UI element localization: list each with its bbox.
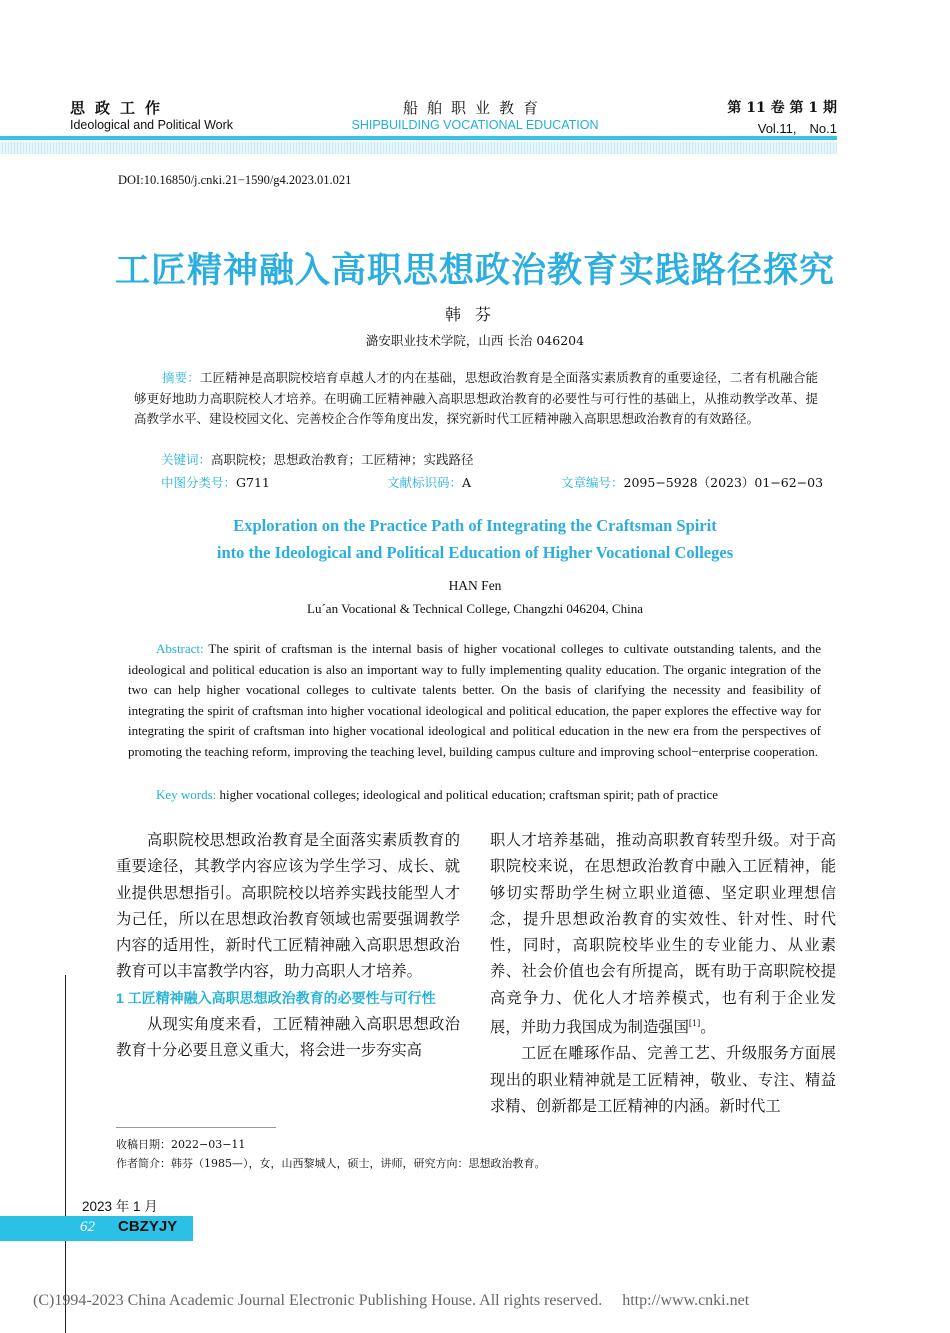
citation: [1] xyxy=(688,1019,701,1029)
keywords-cn-text: 高职院校；思想政治教育；工匠精神；实践路径 xyxy=(211,452,474,467)
journal-section-cn: 思政工作 xyxy=(70,99,171,117)
body-right-column xyxy=(490,827,836,1119)
abstract-cn xyxy=(134,368,818,430)
volume-issue-en: Vol.11, No.1 xyxy=(757,121,837,136)
keywords-cn xyxy=(161,450,474,468)
abstract-cn-label: 摘要： xyxy=(162,371,200,385)
affiliation-cn: 潞安职业技术学院，山西 长治 046204 xyxy=(365,333,585,348)
article-no-value: 2095−5928（2023）01−62−03 xyxy=(623,475,824,490)
keywords-en xyxy=(156,787,718,803)
body-paragraph: 工匠在雕琢作品、完善工艺、升级服务方面展现出的职业精神就是工匠精神，敬业、专注、精益求精、创新都是工匠精神的内涵。新时代工 xyxy=(490,1044,836,1116)
header-band xyxy=(0,142,837,154)
abstract-en-text: The spirit of craftsman is the internal basis of higher vocational colleges to cultivate outstanding talents, and the ideological and political education is also an important way to fully implementing quality education. The organic integration of the two can help higher vocational colleges to cultivate talents better. On the basis of clarifying the necessity and feasibility of integrating the spirit of craftsman into higher vocational ideological and political education, the paper explores the effective way for integrating the spirit of craftsman into higher vocational ideological and political education in the new era from the perspectives of promoting the teaching reform, improving the teaching level, building campus culture and improving school−enterprise cooperation. xyxy=(128,641,821,759)
affiliation-en: Lu´an Vocational & Technical College, Changzhi 046204, China xyxy=(307,601,643,616)
body-left-column xyxy=(116,827,460,1064)
abstract-en-label: Abstract: xyxy=(156,641,204,656)
publication-date: 2023 年 1 月 xyxy=(82,1199,158,1214)
body-text: 。 xyxy=(700,1018,716,1037)
doc-code-label: 文献标识码： xyxy=(387,476,463,490)
keywords-en-text: higher vocational colleges; ideological and political education; craftsman spirit; path of practice xyxy=(216,787,719,802)
page-number: 62 xyxy=(80,1219,95,1235)
author-cn: 韩芬 xyxy=(444,305,505,324)
footnote-rule xyxy=(116,1127,276,1128)
keywords-en-label: Key words: xyxy=(156,787,217,802)
journal-section-en: Ideological and Political Work xyxy=(70,118,234,132)
abstract-cn-text: 工匠精神是高职院校培育卓越人才的内在基础，思想政治教育是全面落实素质教育的重要途径，二者有机融合能够更好地助力高职院校人才培养。在明确工匠精神融入高职思想政治教育的必要性与可行性的基础上，从推动教学改革、提高教学水平、建设校园文化、完善校企合作等角度出发，探究新时代工匠精神融入高职思想政治教育的有效路径。 xyxy=(134,370,818,426)
article-title-en-line1: Exploration on the Practice Path of Integrating the Craftsman Spirit xyxy=(233,516,717,535)
clc-label: 中图分类号： xyxy=(161,476,237,490)
body-paragraph xyxy=(490,827,836,1040)
journal-code: CBZYJY xyxy=(118,1218,178,1235)
journal-name-cn: 船舶职业教育 xyxy=(402,99,547,117)
doi: DOI:10.16850/j.cnki.21−1590/g4.2023.01.021 xyxy=(118,173,352,187)
received-date: 收稿日期：2022−03−11 xyxy=(116,1138,246,1151)
abstract-en xyxy=(128,639,821,763)
clc-value: G711 xyxy=(236,475,270,490)
header-rule xyxy=(0,136,837,140)
body-paragraph: 高职院校思想政治教育是全面落实素质教育的重要途径，其教学内容应该为学生学习、成长、就业提供思想指引。高职院校以培养实践技能型人才为己任，所以在思想政治教育领域也需要强调教学内容的适用性，新时代工匠精神融入高职思想政治教育可以丰富教学内容，助力高职人才培养。 xyxy=(116,831,460,981)
author-en: HAN Fen xyxy=(448,578,502,593)
body-paragraph: 从现实角度来看，工匠精神融入高职思想政治教育十分必要且意义重大，将会进一步夯实高 xyxy=(116,1015,460,1060)
article-title-cn: 工匠精神融入高职思想政治教育实践路径探究 xyxy=(114,250,835,291)
author-bio: 作者简介：韩芬（1985—），女，山西黎城人，硕士，讲师，研究方向：思想政治教育。 xyxy=(116,1157,546,1170)
body-text: 职人才培养基础，推动高职教育转型升级。对于高职院校来说，在思想政治教育中融入工匠精神，能够切实帮助学生树立职业道德、坚定职业理想信念，提升思想政治教育的实效性、针对性、时代性，同时，高职院校毕业生的专业能力、从业素养、社会价值也会有所提高，既有助于高职院校提高竞争力、优化人才培养模式，也有利于企业发展，并助力我国成为制造强国 xyxy=(490,831,836,1037)
keywords-cn-label: 关键词： xyxy=(161,453,212,467)
article-no-label: 文章编号： xyxy=(561,476,624,490)
article-title-en-line2: into the Ideological and Political Education of Higher Vocational Colleges xyxy=(216,543,734,562)
section-heading: 1 工匠精神融入高职思想政治教育的必要性与可行性 xyxy=(116,989,436,1006)
article-title-en xyxy=(0,512,950,566)
margin-line xyxy=(65,975,66,1333)
doc-code-value: A xyxy=(462,475,472,490)
copyright-watermark: (C)1994-2023 China Academic Journal Electronic Publishing House. All rights reserved. http://www.cnki.net xyxy=(33,1292,750,1309)
volume-issue-cn: 第 11 卷 第 1 期 xyxy=(727,100,837,116)
journal-name-en: SHIPBUILDING VOCATIONAL EDUCATION xyxy=(351,118,599,132)
